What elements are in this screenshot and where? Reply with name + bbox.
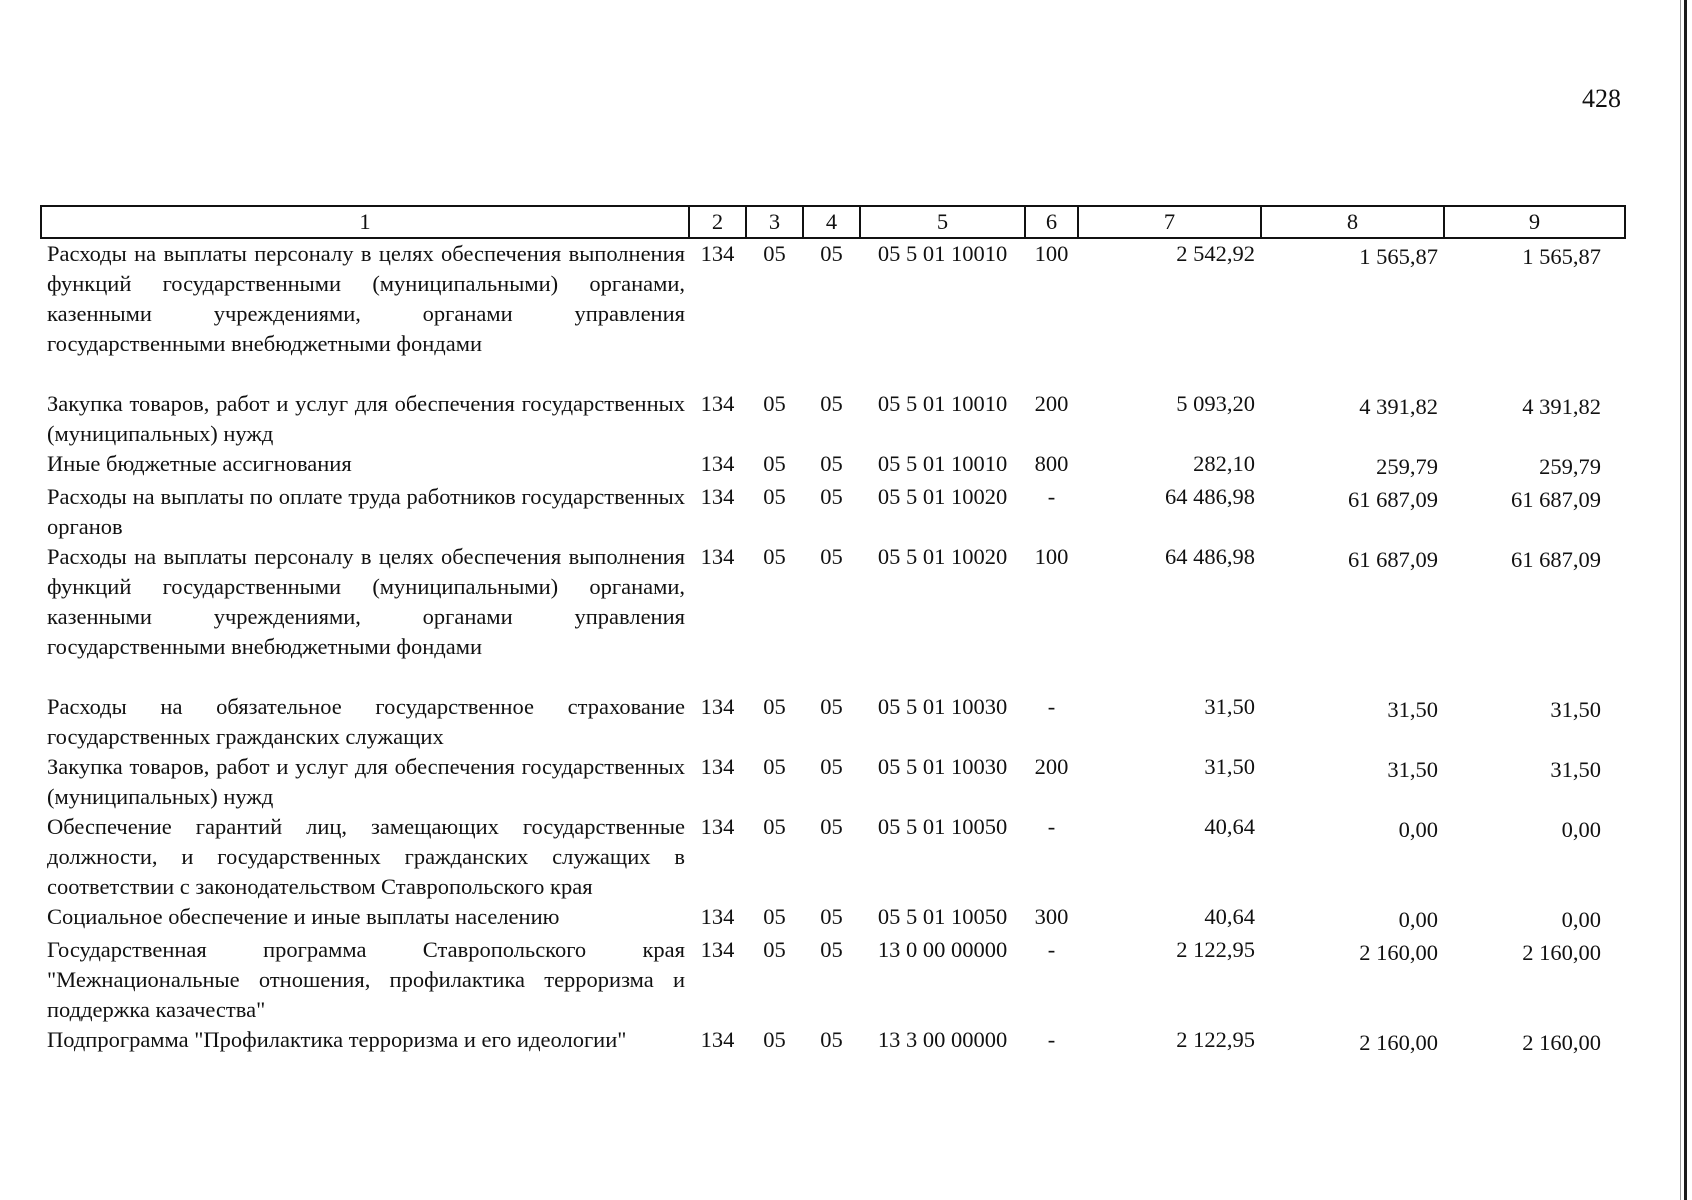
row-name: Государственная программа Ставропольского края "Межнациональные отношения, профилактика терроризма и поддержка казачества" — [47, 937, 685, 1022]
row-amount-7: 2 122,95 — [1176, 937, 1255, 962]
scan-edge-line — [1680, 0, 1681, 1200]
row-amount-9: 31,50 — [1550, 697, 1601, 722]
row-amount-8: 2 160,00 — [1359, 940, 1438, 965]
row-amount-8: 0,00 — [1398, 817, 1438, 842]
row-subsection-code: 05 — [820, 937, 843, 962]
row-expense-type: 200 — [1034, 754, 1069, 779]
row-amount-8: 1 565,87 — [1359, 244, 1438, 269]
table-row — [41, 449, 1625, 482]
header-col-5: 5 — [860, 206, 1025, 238]
row-amount-9: 2 160,00 — [1522, 940, 1601, 965]
row-target-article: 13 3 00 00000 — [877, 1027, 1008, 1052]
row-expense-type: - — [1047, 814, 1056, 839]
row-expense-type: - — [1047, 694, 1056, 719]
row-amount-7: 31,50 — [1204, 754, 1255, 779]
row-amount-7: 64 486,98 — [1165, 484, 1255, 509]
row-expense-type: - — [1047, 1027, 1056, 1052]
row-ministry-code: 134 — [700, 694, 735, 719]
row-expense-type: 800 — [1034, 451, 1069, 476]
row-name: Обеспечение гарантий лиц, замещающих государственные должности, и государственных гражданских служащих в соответствии с законодательством Ставропольского края — [47, 814, 685, 899]
row-amount-7: 40,64 — [1204, 904, 1255, 929]
table-row — [41, 238, 1625, 389]
row-amount-8: 61 687,09 — [1348, 547, 1438, 572]
row-subsection-code: 05 — [820, 241, 843, 266]
row-target-article: 05 5 01 10010 — [877, 241, 1008, 266]
row-name: Подпрограмма "Профилактика терроризма и его идеологии" — [47, 1027, 627, 1052]
header-col-3: 3 — [746, 206, 803, 238]
row-target-article: 05 5 01 10020 — [877, 544, 1008, 569]
table-row — [41, 482, 1625, 542]
table-row — [41, 389, 1625, 449]
row-expense-type: 100 — [1034, 241, 1069, 266]
row-amount-8: 61 687,09 — [1348, 487, 1438, 512]
row-ministry-code: 134 — [700, 544, 735, 569]
row-subsection-code: 05 — [820, 544, 843, 569]
row-expense-type: 100 — [1034, 544, 1069, 569]
row-amount-8: 2 160,00 — [1359, 1030, 1438, 1055]
header-col-4: 4 — [803, 206, 860, 238]
row-name: Расходы на выплаты персоналу в целях обеспечения выполнения функций государственными (муниципальными) органами, казенными учреждениями, органами управления государственными внебюджетными фондами — [47, 544, 685, 659]
table-row — [41, 752, 1625, 812]
row-name: Расходы на выплаты персоналу в целях обеспечения выполнения функций государственными (муниципальными) органами, казенными учреждениями, органами управления государственными внебюджетными фондами — [47, 241, 685, 356]
row-expense-type: - — [1047, 484, 1056, 509]
row-amount-7: 5 093,20 — [1176, 391, 1255, 416]
row-amount-9: 1 565,87 — [1522, 244, 1601, 269]
row-section-code: 05 — [763, 754, 786, 779]
row-section-code: 05 — [763, 241, 786, 266]
row-subsection-code: 05 — [820, 451, 843, 476]
row-ministry-code: 134 — [700, 451, 735, 476]
header-col-1: 1 — [41, 206, 689, 238]
row-target-article: 05 5 01 10030 — [877, 754, 1008, 779]
row-amount-8: 31,50 — [1387, 697, 1438, 722]
row-target-article: 05 5 01 10020 — [877, 484, 1008, 509]
row-subsection-code: 05 — [820, 1027, 843, 1052]
scan-edge-border — [1684, 0, 1687, 1200]
header-col-2: 2 — [689, 206, 746, 238]
row-name: Расходы на обязательное государственное страхование государственных гражданских служащих — [47, 694, 685, 749]
row-amount-9: 0,00 — [1561, 817, 1601, 842]
row-amount-7: 2 542,92 — [1176, 241, 1255, 266]
row-target-article: 05 5 01 10050 — [877, 814, 1008, 839]
row-ministry-code: 134 — [700, 1027, 735, 1052]
row-section-code: 05 — [763, 814, 786, 839]
row-amount-7: 64 486,98 — [1165, 544, 1255, 569]
budget-table — [40, 205, 1626, 1058]
row-amount-9: 61 687,09 — [1511, 547, 1601, 572]
row-name: Расходы на выплаты по оплате труда работников государственных органов — [47, 484, 685, 539]
row-name: Закупка товаров, работ и услуг для обеспечения государственных (муниципальных) нужд — [47, 391, 685, 446]
row-target-article: 05 5 01 10010 — [877, 451, 1008, 476]
row-amount-8: 259,79 — [1376, 454, 1438, 479]
column-number-header — [41, 206, 1625, 238]
table-row — [41, 812, 1625, 902]
row-subsection-code: 05 — [820, 484, 843, 509]
row-amount-7: 2 122,95 — [1176, 1027, 1255, 1052]
row-subsection-code: 05 — [820, 391, 843, 416]
row-expense-type: 300 — [1034, 904, 1069, 929]
row-ministry-code: 134 — [700, 241, 735, 266]
row-amount-9: 4 391,82 — [1522, 394, 1601, 419]
row-target-article: 05 5 01 10050 — [877, 904, 1008, 929]
row-amount-7: 282,10 — [1193, 451, 1255, 476]
row-subsection-code: 05 — [820, 904, 843, 929]
row-ministry-code: 134 — [700, 484, 735, 509]
row-amount-9: 259,79 — [1539, 454, 1601, 479]
header-col-6: 6 — [1025, 206, 1078, 238]
page-number: 428 — [1582, 84, 1621, 113]
row-ministry-code: 134 — [700, 391, 735, 416]
row-name: Закупка товаров, работ и услуг для обеспечения государственных (муниципальных) нужд — [47, 754, 685, 809]
table-row — [41, 692, 1625, 752]
header-col-7: 7 — [1078, 206, 1261, 238]
row-amount-8: 0,00 — [1398, 907, 1438, 932]
row-section-code: 05 — [763, 904, 786, 929]
row-target-article: 05 5 01 10010 — [877, 391, 1008, 416]
table-row — [41, 1025, 1625, 1058]
row-subsection-code: 05 — [820, 814, 843, 839]
row-target-article: 13 0 00 00000 — [877, 937, 1008, 962]
row-amount-9: 31,50 — [1550, 757, 1601, 782]
row-name: Социальное обеспечение и иные выплаты населению — [47, 904, 560, 929]
header-col-9: 9 — [1444, 206, 1625, 238]
row-amount-8: 4 391,82 — [1359, 394, 1438, 419]
row-ministry-code: 134 — [700, 937, 735, 962]
row-subsection-code: 05 — [820, 694, 843, 719]
row-expense-type: 200 — [1034, 391, 1069, 416]
header-col-8: 8 — [1261, 206, 1444, 238]
row-section-code: 05 — [763, 694, 786, 719]
row-ministry-code: 134 — [700, 814, 735, 839]
table-row — [41, 935, 1625, 1025]
row-amount-9: 61 687,09 — [1511, 487, 1601, 512]
row-name: Иные бюджетные ассигнования — [47, 451, 352, 476]
row-amount-7: 40,64 — [1204, 814, 1255, 839]
row-section-code: 05 — [763, 484, 786, 509]
row-subsection-code: 05 — [820, 754, 843, 779]
row-amount-9: 0,00 — [1561, 907, 1601, 932]
row-amount-7: 31,50 — [1204, 694, 1255, 719]
row-expense-type: - — [1047, 937, 1056, 962]
row-amount-8: 31,50 — [1387, 757, 1438, 782]
row-section-code: 05 — [763, 451, 786, 476]
table-row — [41, 902, 1625, 935]
row-section-code: 05 — [763, 937, 786, 962]
row-section-code: 05 — [763, 391, 786, 416]
row-ministry-code: 134 — [700, 904, 735, 929]
row-target-article: 05 5 01 10030 — [877, 694, 1008, 719]
table-row — [41, 542, 1625, 692]
row-section-code: 05 — [763, 1027, 786, 1052]
row-amount-9: 2 160,00 — [1522, 1030, 1601, 1055]
row-ministry-code: 134 — [700, 754, 735, 779]
row-section-code: 05 — [763, 544, 786, 569]
